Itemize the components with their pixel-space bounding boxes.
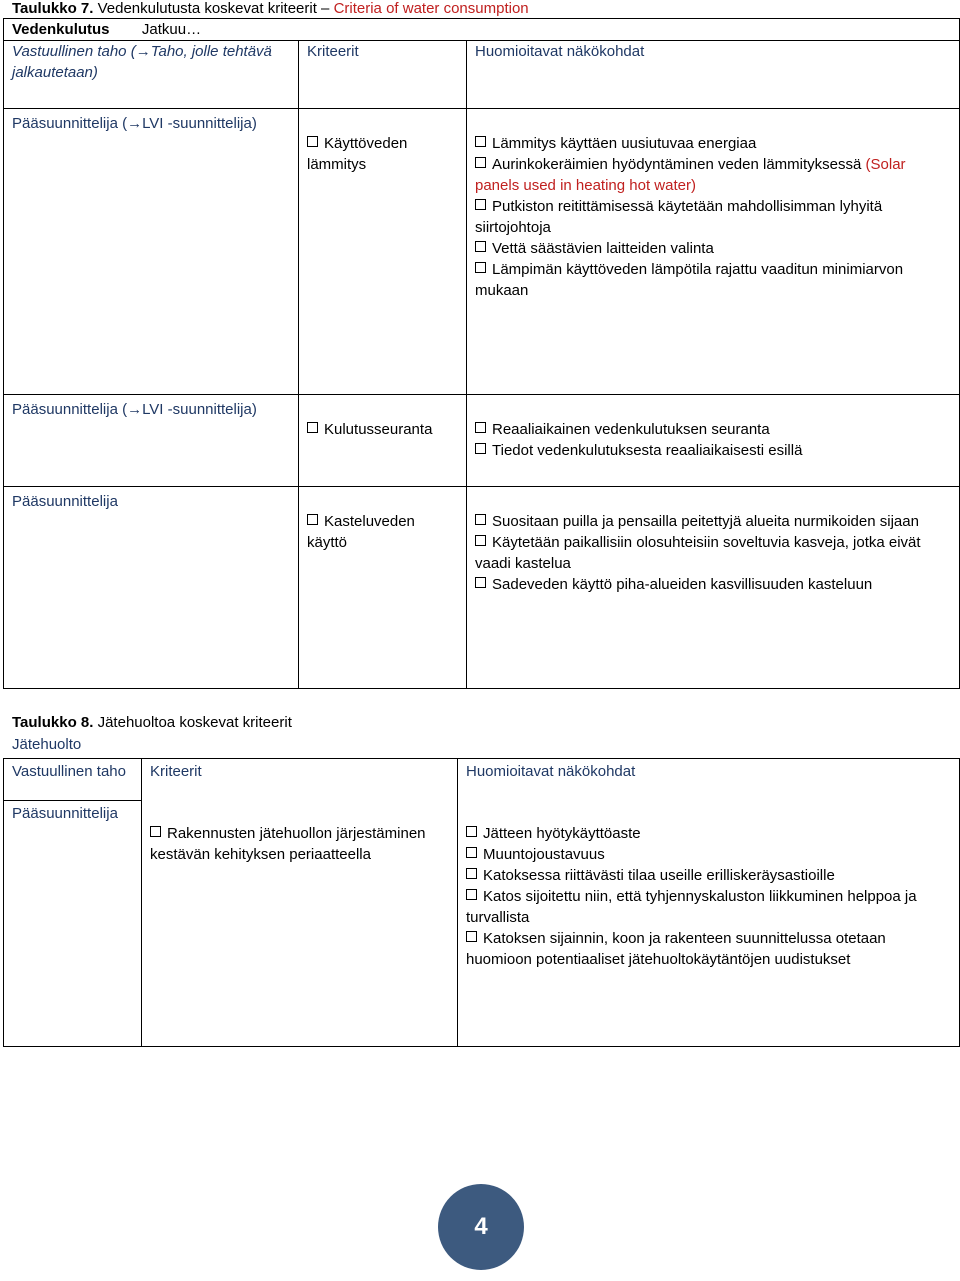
note-item: Reaaliaikainen vedenkulutuksen seuranta xyxy=(475,419,951,440)
table8-header-responsible: Vastuullinen taho xyxy=(4,759,142,801)
note-item: Lämpimän käyttöveden lämpötila rajattu vaaditun minimiarvon mukaan xyxy=(475,261,904,299)
table8-caption xyxy=(12,714,292,731)
checkbox-icon xyxy=(475,262,486,273)
note-item: Katoksen sijainnin, koon ja rakenteen suunnittelussa otetaan huomioon potentiaaliset jätehuoltokäytäntöjen uudistukset xyxy=(466,929,886,968)
table8-section-title: Jätehuolto xyxy=(12,736,82,753)
table7-section-title: Vedenkulutus xyxy=(12,21,110,38)
checkbox-icon xyxy=(466,847,477,858)
row-responsible: Pääsuunnittelija xyxy=(12,493,118,510)
checkbox-icon xyxy=(475,535,486,546)
note-item: Vettä säästävien laitteiden valinta xyxy=(475,238,951,259)
table8 xyxy=(3,758,960,1047)
note-item: Suositaan puilla ja pensailla peitettyjä alueita nurmikoiden sijaan xyxy=(475,511,951,532)
checkbox-icon xyxy=(475,577,486,588)
checkbox-icon xyxy=(475,514,486,525)
note-item: Lämmitys käyttäen uusiutuvaa energiaa xyxy=(475,133,951,154)
checkbox-icon xyxy=(475,136,486,147)
checkbox-icon xyxy=(466,889,477,900)
checkbox-icon xyxy=(475,443,486,454)
table7-caption-prefix: Taulukko 7. xyxy=(12,0,94,17)
note-item: Muuntojoustavuus xyxy=(466,844,951,865)
note-item: Tiedot vedenkulutuksesta reaaliaikaisesti esillä xyxy=(475,440,951,461)
table7-section-cont: Jatkuu… xyxy=(141,21,202,38)
checkbox-icon xyxy=(466,826,477,837)
checkbox-icon xyxy=(466,931,477,942)
table7-section-row xyxy=(4,19,960,41)
table-row xyxy=(4,487,960,689)
checkbox-icon xyxy=(307,514,318,525)
checkbox-icon xyxy=(307,136,318,147)
table8-caption-prefix: Taulukko 8. xyxy=(12,714,94,731)
table8-caption-text: Jätehuoltoa koskevat kriteerit xyxy=(93,714,292,731)
page-number-badge: 4 xyxy=(438,1184,524,1270)
note-item: Aurinkokeräimien hyödyntäminen veden lämmityksessä (Solar panels used in heating hot water) xyxy=(475,156,906,194)
row-criterion: Kulutusseuranta xyxy=(324,421,433,438)
checkbox-icon xyxy=(475,422,486,433)
row-responsible: Pääsuunnittelija xyxy=(12,805,118,822)
note-item: Käytetään paikallisiin olosuhteisiin soveltuvia kasveja, jotka eivät vaadi kastelua xyxy=(475,534,921,572)
table7-header-row xyxy=(4,41,960,109)
table-row xyxy=(4,801,960,1047)
checkbox-icon xyxy=(466,868,477,879)
checkbox-icon xyxy=(475,157,486,168)
row-criterion: Rakennusten jätehuollon järjestäminen kestävän kehityksen periaatteella xyxy=(150,824,426,863)
table7-caption xyxy=(12,0,529,17)
table7-caption-text: Vedenkulutusta koskevat kriteerit – xyxy=(93,0,334,17)
checkbox-icon xyxy=(475,241,486,252)
note-item: Katos sijoitettu niin, että tyhjennyskaluston liikkuminen helppoa ja turvallista xyxy=(466,887,917,926)
note-item: Sadeveden käyttö piha-alueiden kasvillisuuden kasteluun xyxy=(475,574,951,595)
table7-header-notes: Huomioitavat näkökohdat xyxy=(467,41,960,109)
note-item: Katoksessa riittävästi tilaa useille erilliskeräysastioille xyxy=(466,865,951,886)
checkbox-icon xyxy=(475,199,486,210)
table8-header-notes: Huomioitavat näkökohdat xyxy=(458,759,960,801)
checkbox-icon xyxy=(307,422,318,433)
row-criterion: Kasteluveden käyttö xyxy=(307,513,415,551)
row-criterion: Käyttöveden lämmitys xyxy=(307,135,408,173)
table-row xyxy=(4,395,960,487)
table8-header-criteria: Kriteerit xyxy=(142,759,458,801)
table7-header-criteria: Kriteerit xyxy=(299,41,467,109)
table7-header-responsible: Vastuullinen taho (→Taho, jolle tehtävä jalkautetaan) xyxy=(4,41,299,109)
checkbox-icon xyxy=(150,826,161,837)
row-responsible: Pääsuunnittelija (→LVI -suunnittelija) xyxy=(12,401,257,418)
row-responsible: Pääsuunnittelija (→LVI -suunnittelija) xyxy=(12,115,257,132)
table7-caption-en: Criteria of water consumption xyxy=(333,0,529,17)
table8-header-row xyxy=(4,759,960,801)
note-item: Putkiston reitittämisessä käytetään mahdollisimman lyhyitä siirtojohtoja xyxy=(475,198,883,236)
note-item: Jätteen hyötykäyttöaste xyxy=(466,823,951,844)
note-english: (Solar panels used in heating hot water) xyxy=(475,156,906,194)
table-row xyxy=(4,109,960,395)
table7 xyxy=(3,18,960,689)
